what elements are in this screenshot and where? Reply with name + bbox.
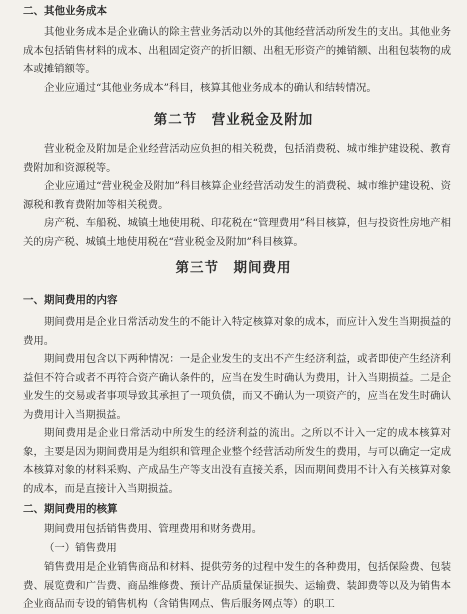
- paragraph: 企业应通过“营业税金及附加”科目核算企业经营活动发生的消费税、城市维护建设税、资源税和教育费附加等相关税费。: [23, 180, 451, 211]
- heading-period-expense-content: 一、期间费用的内容: [23, 294, 118, 306]
- paragraph: 销售费用是企业销售商品和材料、提供劳务的过程中发生的各种费用，包括保险费、包装费、展览费和广告费、商品维修费、预计产品质量保证损失、运输费、装卸费等以及为销售本企业商品而专设的销售机构（含销售网点、售后服务网点等）的职工: [23, 561, 451, 611]
- heading-other-business-cost: 二、其他业务成本: [23, 5, 107, 17]
- paragraph: 房产税、车船税、城镇土地使用税、印花税在“管理费用”科目核算，但与投资性房地产相关的房产税、城镇土地使用税在“营业税金及附加”科目核算。: [23, 217, 451, 248]
- paragraph: 期间费用是企业日常活动中所发生的经济利益的流出。之所以不计入一定的成本核算对象，主要是因为期间费用是为组织和管理企业整个经营活动所发生的费用，与可以确定一定成本核算对象的材料采购、产成品生产等支出没有直接关系，因而期间费用不计入有关核算对象的成本，而是直接计入当期损益。: [23, 427, 451, 495]
- section-title-3: 第三节 期间费用: [175, 260, 292, 276]
- paragraph: 其他业务成本是企业确认的除主营业务活动以外的其他经营活动所发生的支出。其他业务成本包括销售材料的成本、出租固定资产的折旧额、出租无形资产的摊销额、出租包装物的成本或摊销额等。: [23, 26, 451, 76]
- paragraph: 期间费用包含以下两种情况：一是企业发生的支出不产生经济利益，或者即使产生经济利益但不符合或者不再符合资产确认条件的，应当在发生时确认为费用，计入当期损益。二是企业发生的交易或者事项导致其承担了一项负债，而又不确认为一项资产的，应当在发生时确认为费用计入当期损益。: [23, 353, 451, 421]
- paragraph: 企业应通过“其他业务成本”科目，核算其他业务成本的确认和结转情况。: [44, 82, 377, 94]
- heading-period-expense-accounting: 二、期间费用的核算: [23, 503, 118, 515]
- paragraph: 期间费用包括销售费用、管理费用和财务费用。: [44, 523, 263, 535]
- paragraph: （一）销售费用: [44, 542, 117, 554]
- section-title-2: 第二节 营业税金及附加: [153, 112, 314, 128]
- paragraph: 营业税金及附加是企业经营活动应负担的相关税费，包括消费税、城市维护建设税、教育费附加和资源税等。: [23, 143, 451, 174]
- paragraph: 期间费用是企业日常活动发生的不能计入特定核算对象的成本，而应计入发生当期损益的费用。: [23, 316, 451, 347]
